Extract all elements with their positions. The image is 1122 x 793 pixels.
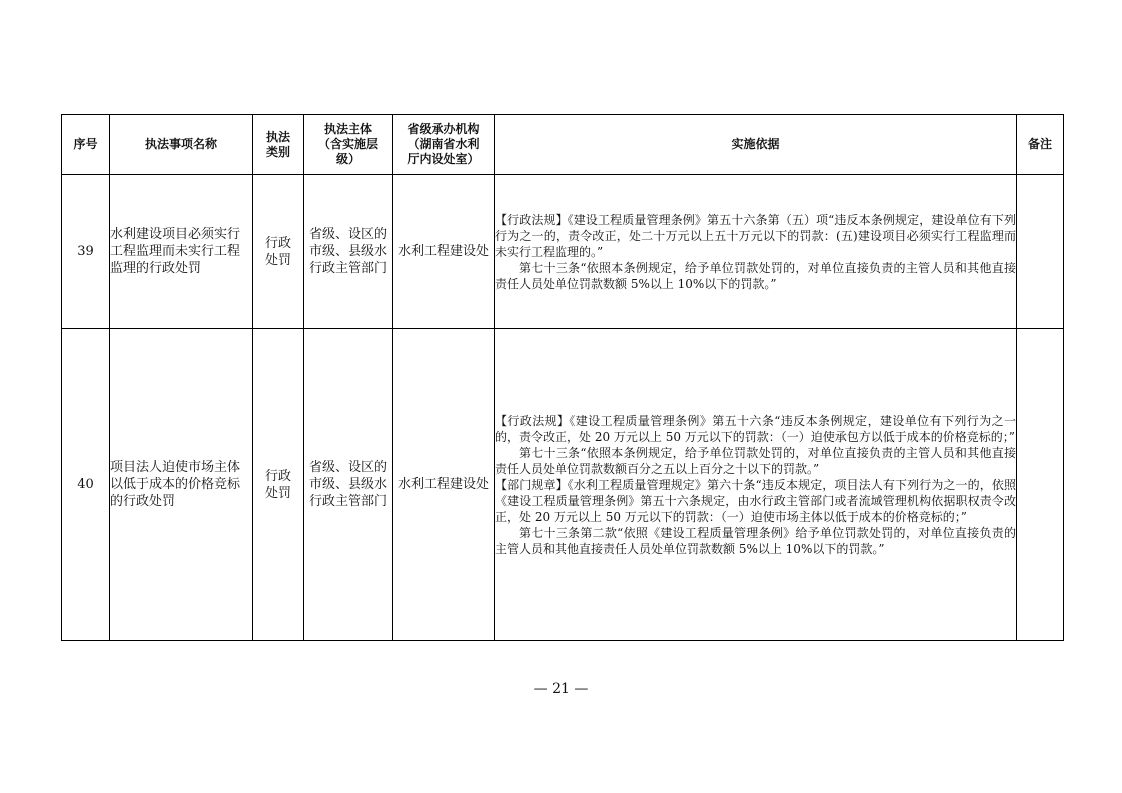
header-seq: 序号 xyxy=(62,115,110,175)
page-number: — 21 — xyxy=(533,681,589,697)
row-basis xyxy=(495,175,1017,329)
row-category: 行政 处罚 xyxy=(253,329,304,641)
row-seq: 40 xyxy=(62,329,110,641)
basis-paragraph: 【行政法规】《建设工程质量管理条例》第五十六条“违反本条例规定，建设单位有下列行为之一的，责令改正，处 20 万元以上 50 万元以下的罚款：（一）迫使承包方以低于成本的价格竞标的；” xyxy=(495,413,1016,444)
row-subject: 省级、设区的市级、县级水行政主管部门 xyxy=(304,329,393,641)
basis-paragraph: 第七十三条“依照本条例规定，给予单位罚款处罚的，对单位直接负责的主管人员和其他直接责任人员处单位罚款数额百分之五以上百分之十以下的罚款。” xyxy=(495,445,1016,476)
row-note xyxy=(1017,329,1064,641)
row-seq: 39 xyxy=(62,175,110,329)
table-row xyxy=(62,329,1064,641)
basis-paragraph: 【行政法规】《建设工程质量管理条例》第五十六条第（五）项“违反本条例规定，建设单位有下列行为之一的，责令改正，处二十万元以上五十万元以下的罚款：(五)建设项目必须实行工程监理而未实行工程监理的。” xyxy=(495,212,1016,259)
row-note xyxy=(1017,175,1064,329)
row-name: 水利建设项目必须实行工程监理而未实行工程监理的行政处罚 xyxy=(110,175,253,329)
row-category: 行政 处罚 xyxy=(253,175,304,329)
header-org: 省级承办机构 （湖南省水利 厅内设处室） xyxy=(393,115,495,175)
basis-paragraph: 第七十三条第二款“依照《建设工程质量管理条例》给予单位罚款处罚的，对单位直接负责的主管人员和其他直接责任人员处单位罚款数额 5%以上 10%以下的罚款。” xyxy=(495,525,1016,556)
row-org: 水利工程建设处 xyxy=(393,329,495,641)
header-subject: 执法主体 （含实施层 级） xyxy=(304,115,393,175)
enforcement-table xyxy=(61,114,1064,641)
row-basis xyxy=(495,329,1017,641)
row-name: 项目法人迫使市场主体以低于成本的价格竞标的行政处罚 xyxy=(110,329,253,641)
header-category: 执法 类别 xyxy=(253,115,304,175)
table-header-row xyxy=(62,115,1064,175)
basis-paragraph: 【部门规章】《水利工程质量管理规定》第六十条“违反本规定，项目法人有下列行为之一的，依照《建设工程质量管理条例》第五十六条规定，由水行政主管部门或者流域管理机构依据职权责令改正，处 20 万元以上 50 万元以下的罚款：（一）迫使市场主体以低于成本的价格竞标的；” xyxy=(495,477,1016,524)
header-note: 备注 xyxy=(1017,115,1064,175)
basis-paragraph: 第七十三条“依照本条例规定，给予单位罚款处罚的，对单位直接负责的主管人员和其他直接责任人员处单位罚款数额 5%以上 10%以下的罚款。” xyxy=(495,260,1016,291)
table-row xyxy=(62,175,1064,329)
header-basis: 实施依据 xyxy=(495,115,1017,175)
row-org: 水利工程建设处 xyxy=(393,175,495,329)
row-subject: 省级、设区的市级、县级水行政主管部门 xyxy=(304,175,393,329)
header-name: 执法事项名称 xyxy=(110,115,253,175)
